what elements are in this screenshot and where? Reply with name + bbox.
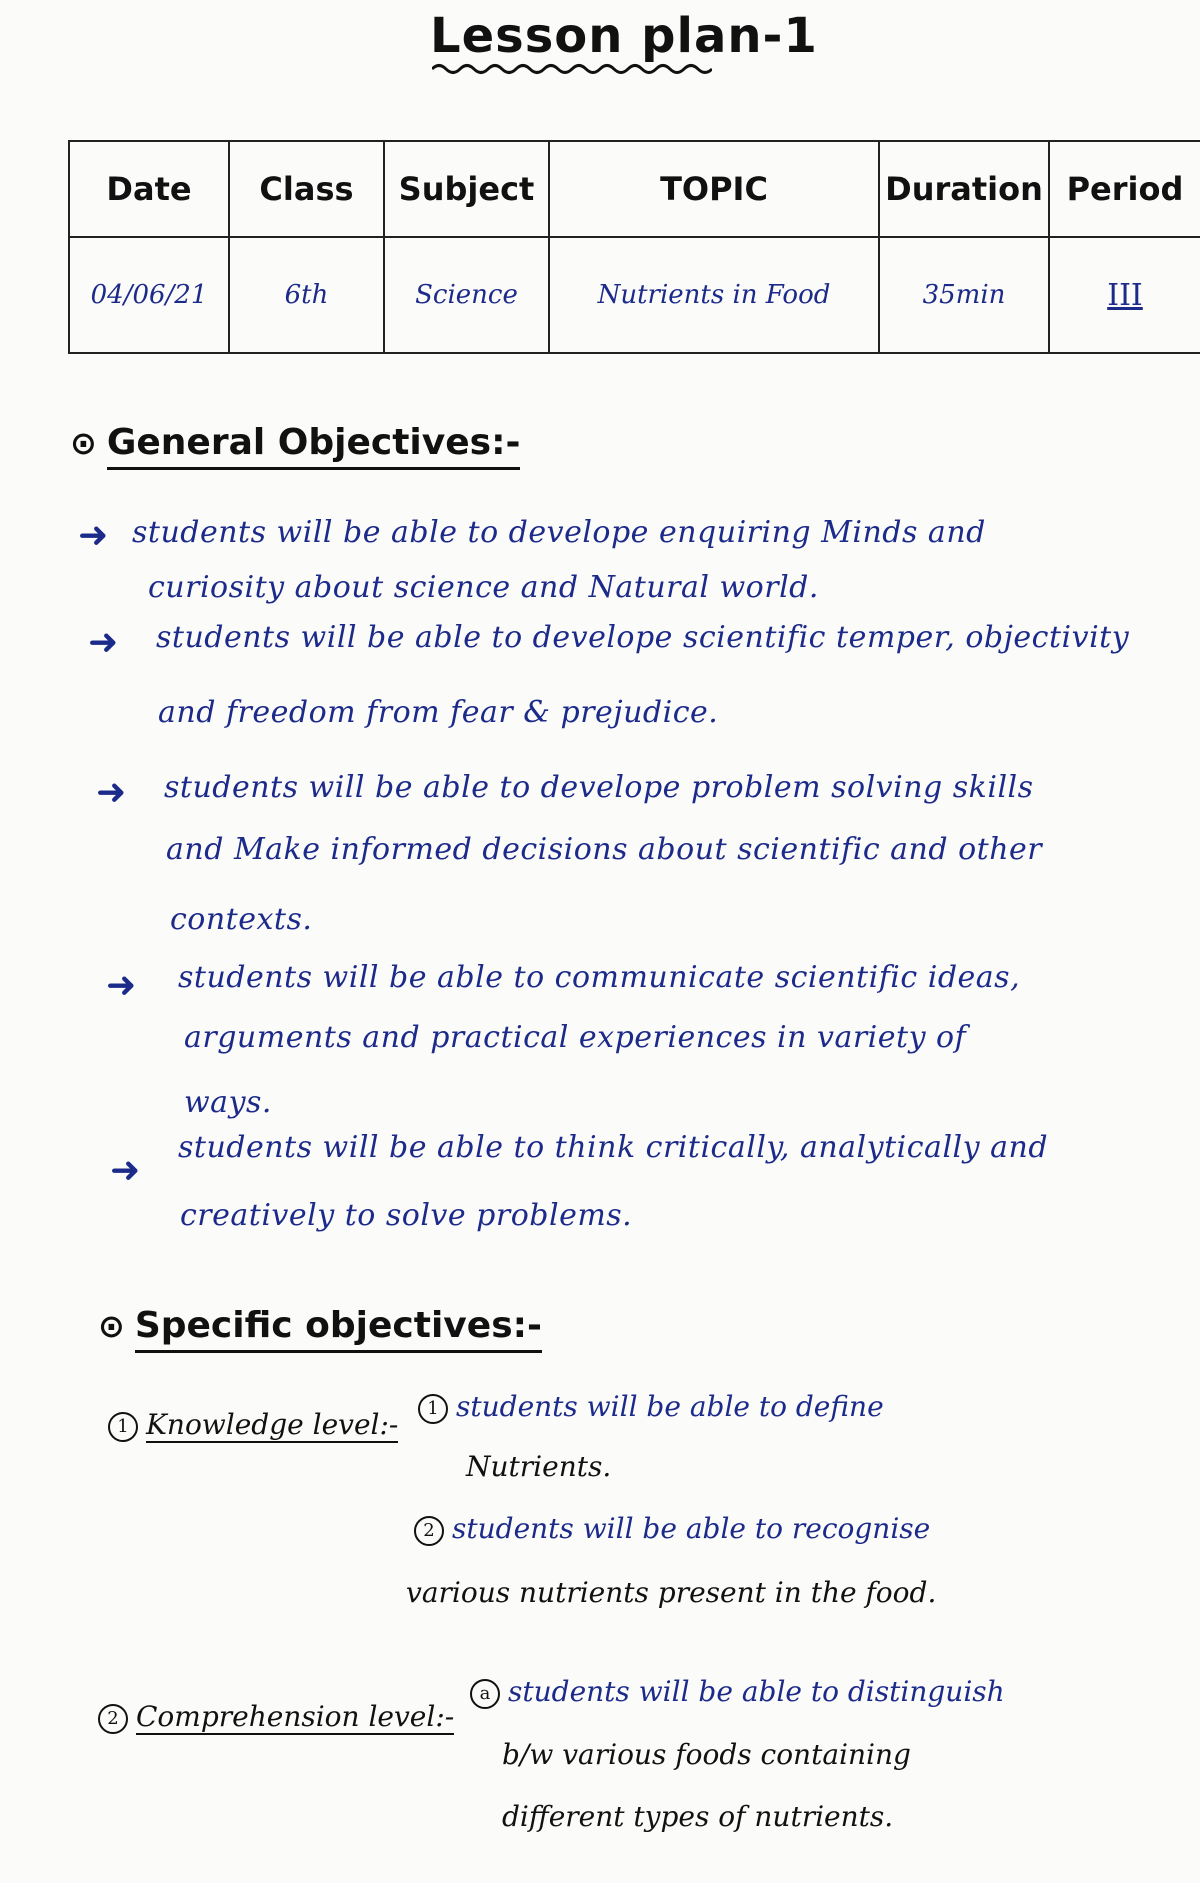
header-period: Period (1049, 141, 1200, 237)
cell-duration: 35min (879, 237, 1049, 353)
knowledge-item: various nutrients present in the food. (406, 1576, 937, 1609)
circle-bullet-icon: ⊙ (98, 1307, 125, 1345)
knowledge-item: 1 students will be able to define (418, 1390, 884, 1424)
objective-line: students will be able to develope problem solving skills (164, 770, 1034, 805)
comprehension-item: b/w various foods containing (502, 1738, 911, 1771)
general-objectives-heading: ⊙ General Objectives:- (70, 422, 520, 463)
knowledge-item: 2 students will be able to recognise (414, 1512, 930, 1546)
arrow-bullet-icon: ➜ (88, 622, 119, 663)
header-subject: Subject (384, 141, 549, 237)
title-underline (432, 62, 712, 76)
lesson-info-table (68, 140, 1200, 354)
objective-line: and Make informed decisions about scientific and other (166, 832, 1043, 867)
objective-line: curiosity about science and Natural world. (148, 570, 819, 605)
specific-objectives-heading: ⊙ Specific objectives:- (98, 1305, 542, 1346)
objective-line: students will be able to think critically, analytically and (178, 1130, 1049, 1165)
arrow-bullet-icon: ➜ (110, 1150, 141, 1191)
objective-line: contexts. (170, 902, 313, 937)
objective-line: creatively to solve problems. (180, 1198, 633, 1233)
table-header-row (69, 141, 1200, 237)
knowledge-level-label: 1 Knowledge level:- (108, 1408, 398, 1442)
header-duration: Duration (879, 141, 1049, 237)
page-title: Lesson plan-1 (430, 8, 818, 64)
arrow-bullet-icon: ➜ (78, 515, 109, 556)
cell-topic: Nutrients in Food (549, 237, 879, 353)
objective-line: ways. (184, 1085, 272, 1120)
circle-bullet-icon: ⊙ (70, 424, 97, 462)
cell-date: 04/06/21 (69, 237, 229, 353)
cell-period: III (1049, 237, 1200, 353)
objective-line: students will be able to develope enquiring Minds and (132, 515, 986, 550)
arrow-bullet-icon: ➜ (96, 772, 127, 813)
header-date: Date (69, 141, 229, 237)
table-row (69, 237, 1200, 353)
objective-line: students will be able to develope scientific temper, objectivity (156, 620, 1130, 655)
cell-class: 6th (229, 237, 384, 353)
comprehension-item: a students will be able to distinguish (470, 1675, 1005, 1709)
header-topic: TOPIC (549, 141, 879, 237)
objective-line: arguments and practical experiences in variety of (184, 1020, 967, 1055)
objective-line: and freedom from fear & prejudice. (158, 695, 719, 730)
objective-line: students will be able to communicate scientific ideas, (178, 960, 1021, 995)
comprehension-level-label: 2 Comprehension level:- (98, 1700, 454, 1734)
header-class: Class (229, 141, 384, 237)
cell-subject: Science (384, 237, 549, 353)
comprehension-item: different types of nutrients. (502, 1800, 894, 1833)
arrow-bullet-icon: ➜ (106, 965, 137, 1006)
knowledge-item: Nutrients. (466, 1450, 612, 1483)
